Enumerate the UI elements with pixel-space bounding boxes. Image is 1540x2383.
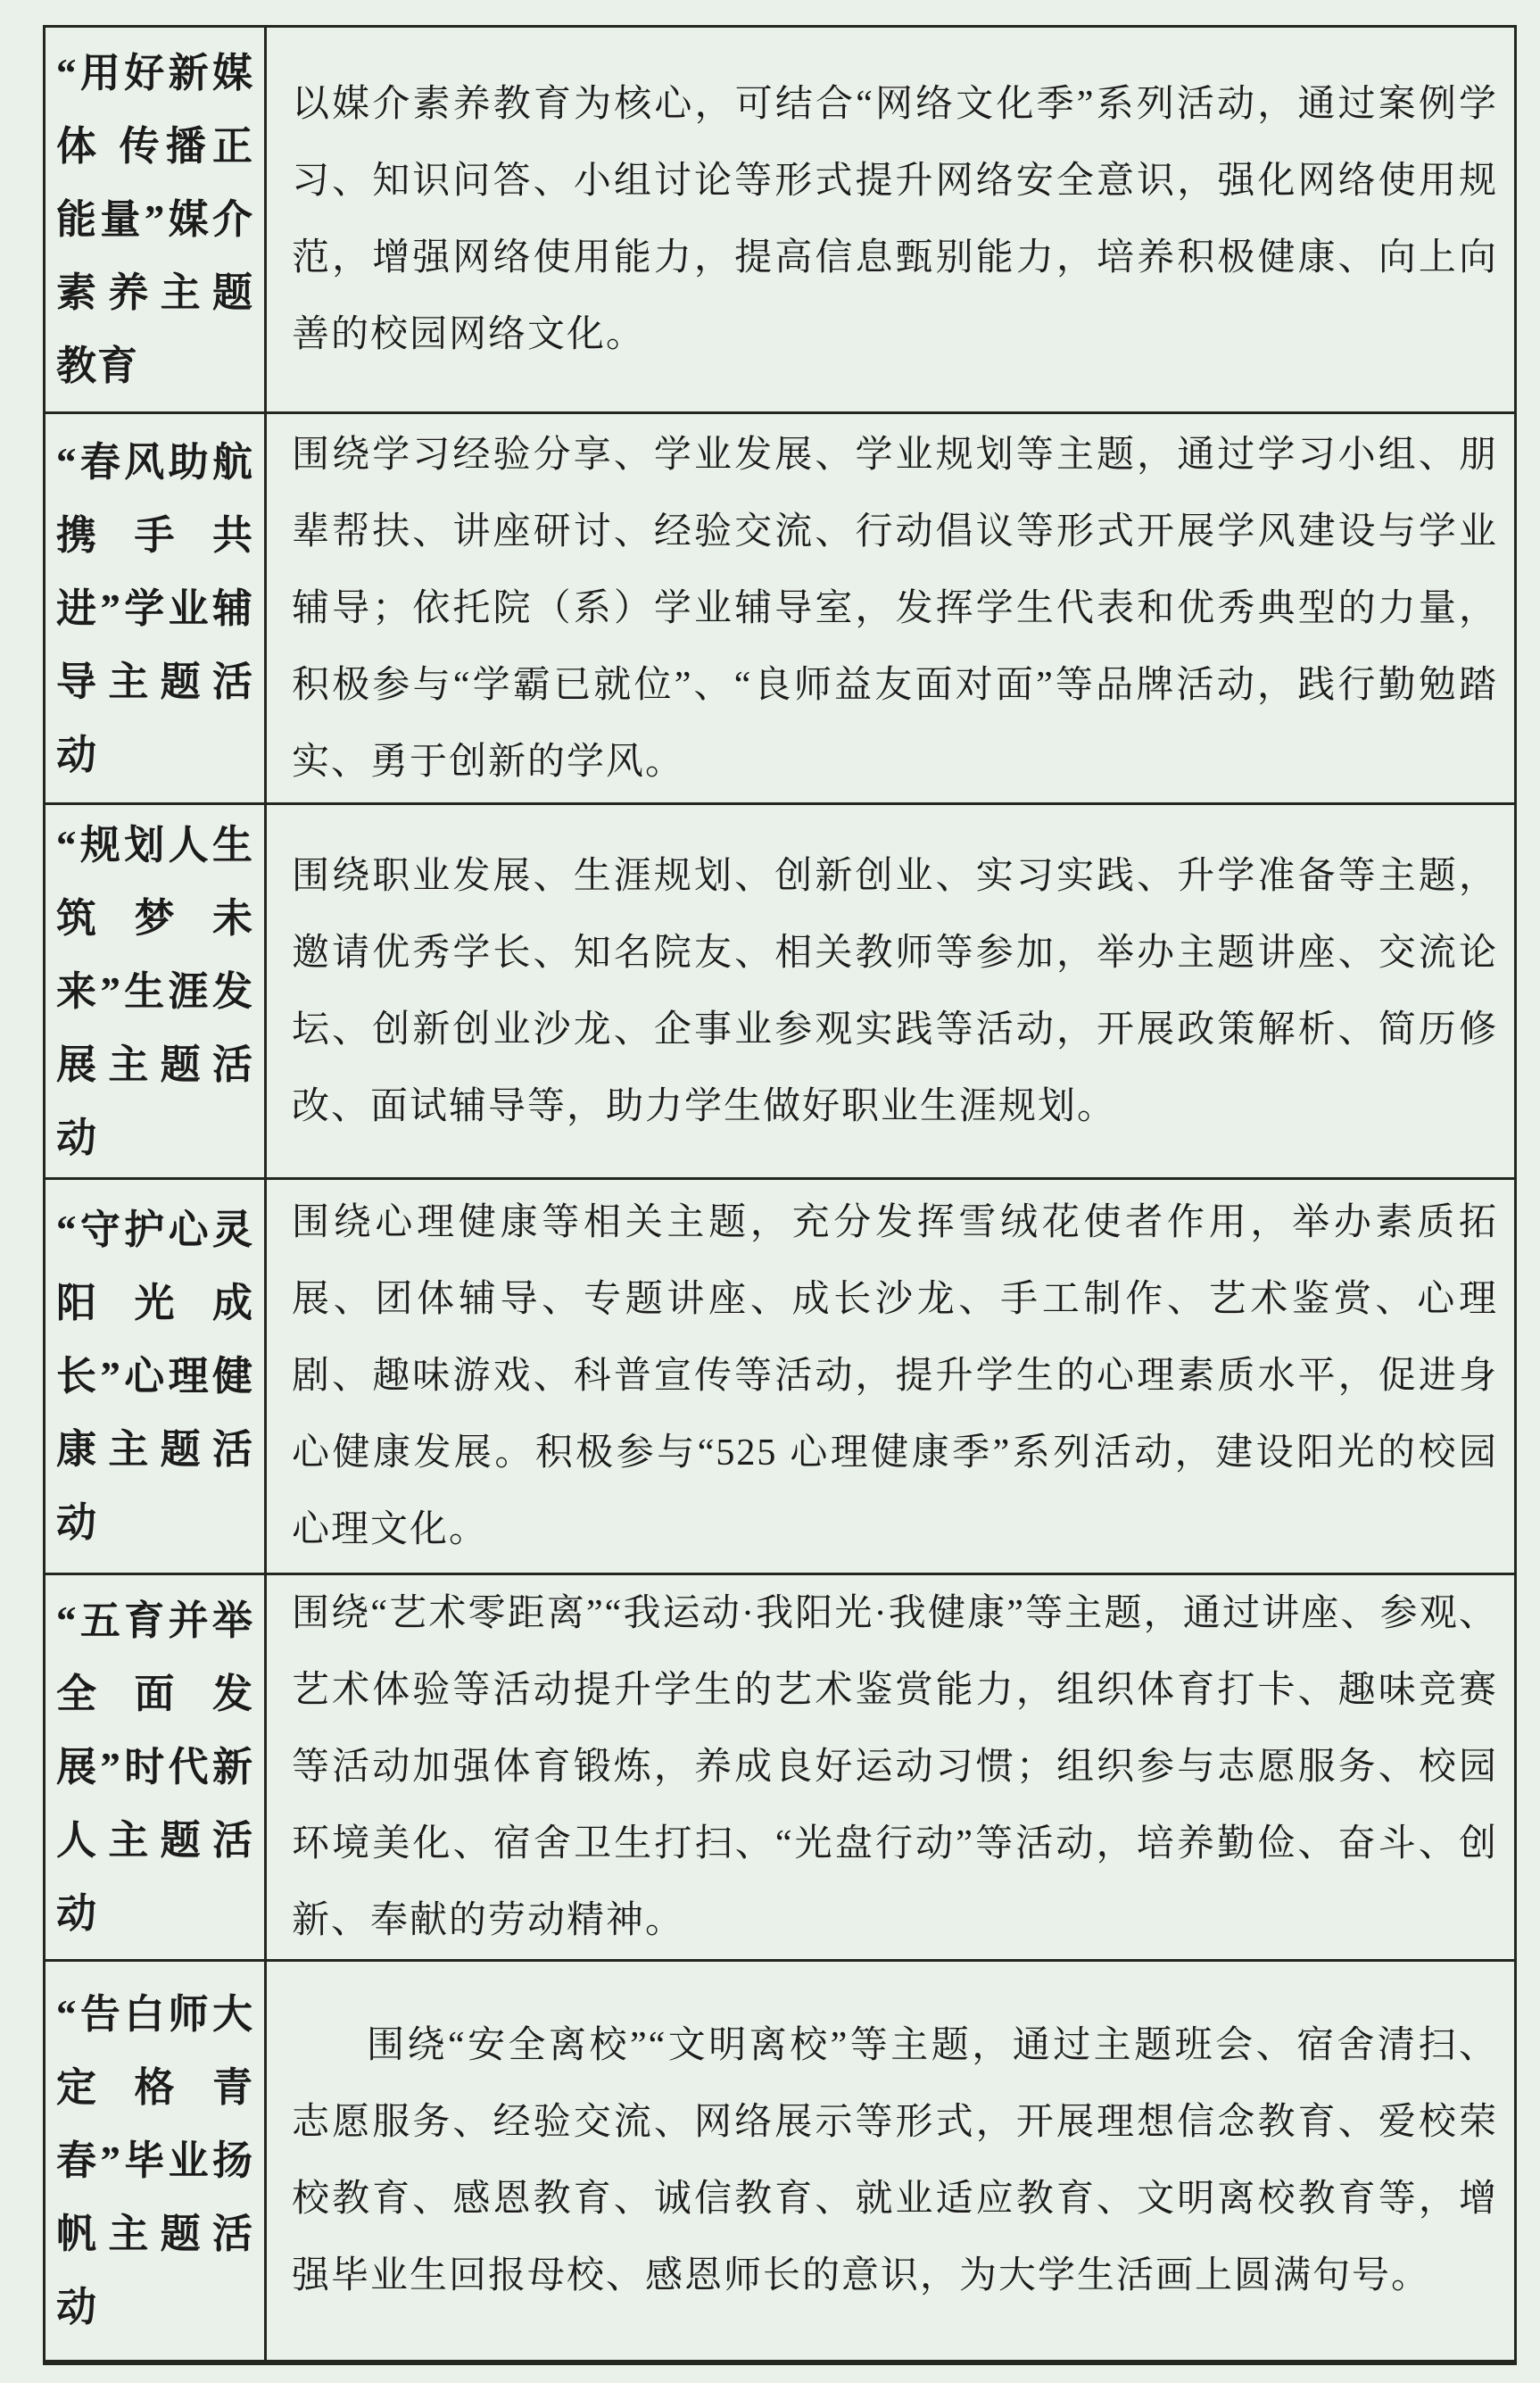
- activity-title: “五育并举 全面发展”时代新人主题活动: [56, 1598, 253, 1936]
- activity-description: 围绕“安全离校”“文明离校”等主题，通过主题班会、宿舍清扫、志愿服务、经验交流、网络展示等形式，开展理想信念教育、爱校荣校教育、感恩教育、诚信教育、就业适应教育、文明离校教育等，增强毕业生回报母校、感恩师长的意识，为大学生活画上圆满句号。: [292, 2025, 1498, 2296]
- table-row-6-title-cell: [46, 1962, 267, 2362]
- table-row-3-title-cell: [46, 805, 267, 1180]
- table-row-2-title-cell: [46, 414, 267, 805]
- activity-description: 围绕心理健康等相关主题，充分发挥雪绒花使者作用，举办素质拓展、团体辅导、专题讲座、成长沙龙、手工制作、艺术鉴赏、心理剧、趣味游戏、科普宣传等活动，提升学生的心理素质水平，促进身心健康发展。积极参与“525 心理健康季”系列活动，建设阳光的校园心理文化。: [292, 1202, 1498, 1550]
- table-row-1-title-cell: [46, 28, 267, 414]
- activity-title: “守护心灵 阳光成长”心理健康主题活动: [56, 1208, 253, 1545]
- activity-description: 围绕“艺术零距离”“我运动·我阳光·我健康”等主题，通过讲座、参观、艺术体验等活动提升学生的艺术鉴赏能力，组织体育打卡、趣味竞赛等活动加强体育锻炼，养成良好运动习惯；组织参与志愿服务、校园环境美化、宿舍卫生打扫、“光盘行动”等活动，培养勤俭、奋斗、创新、奉献的劳动精神。: [292, 1593, 1498, 1941]
- activity-description: 围绕职业发展、生涯规划、创新创业、实习实践、升学准备等主题，邀请优秀学长、知名院友、相关教师等参加，举办主题讲座、交流论坛、创新创业沙龙、企事业参观实践等活动，开展政策解析、简历修改、面试辅导等，助力学生做好职业生涯规划。: [292, 855, 1498, 1127]
- activity-title: “规划人生 筑梦未来”生涯发展主题活动: [56, 822, 253, 1160]
- table-row-6-body-cell: [267, 1962, 1514, 2362]
- activity-description: 围绕学习经验分享、学业发展、学业规划等主题，通过学习小组、朋辈帮扶、讲座研讨、经验交流、行动倡议等形式开展学风建设与学业辅导；依托院（系）学业辅导室，发挥学生代表和优秀典型的力量，积极参与“学霸已就位”、“良师益友面对面”等品牌活动，践行勤勉踏实、勇于创新的学风。: [292, 434, 1498, 783]
- activity-title: “告白师大 定格青春”毕业扬帆主题活动: [56, 1992, 253, 2329]
- activity-title: “用好新媒体 传播正能量”媒介素养主题教育: [56, 51, 253, 388]
- table-row-3-body-cell: [267, 805, 1514, 1180]
- table-row-2-body-cell: [267, 414, 1514, 805]
- table-row-5-title-cell: [46, 1575, 267, 1962]
- table-row-4-title-cell: [46, 1180, 267, 1575]
- activity-title: “春风助航 携手共进”学业辅导主题活动: [56, 439, 253, 777]
- table-row-5-body-cell: [267, 1575, 1514, 1962]
- activities-table: [43, 25, 1517, 2365]
- activity-description: 以媒介素养教育为核心，可结合“网络文化季”系列活动，通过案例学习、知识问答、小组讨论等形式提升网络安全意识，强化网络使用规范，增强网络使用能力，提高信息甄别能力，培养积极健康、向上向善的校园网络文化。: [292, 84, 1498, 355]
- table-row-1-body-cell: [267, 28, 1514, 414]
- table-row-4-body-cell: [267, 1180, 1514, 1575]
